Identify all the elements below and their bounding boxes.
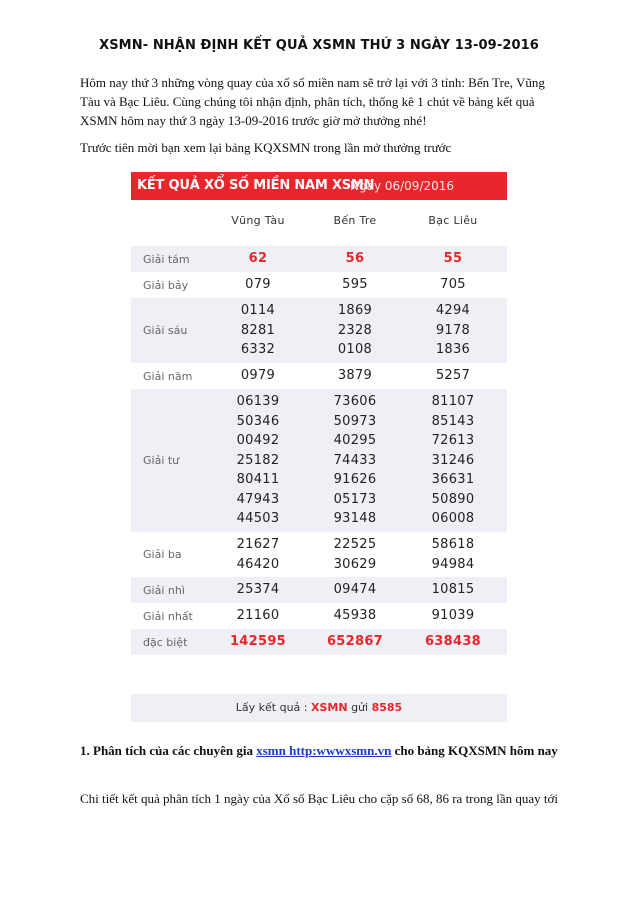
table-header-date: Ngày 06/09/2016: [350, 179, 455, 193]
prize-row: [131, 298, 507, 365]
prize-number: 62: [248, 251, 268, 267]
prize-number: 22525: [333, 537, 377, 552]
prize-number: 142595: [229, 634, 287, 650]
lottery-results-table: [131, 172, 507, 722]
prize-label: Giải tám: [143, 252, 190, 266]
prize-number: 705: [440, 277, 466, 293]
prize-number: 55: [443, 251, 463, 267]
prize-number: 4294: [435, 303, 471, 319]
prize-number: 56: [345, 251, 365, 267]
prize-number: 36631: [431, 472, 475, 488]
closing-paragraph: Chi tiết kết quả phân tích 1 ngày của Xổ số Bạc Liêu cho cặp số 68, 86 ra trong lần quay tới: [80, 791, 559, 806]
section-heading: [80, 742, 560, 760]
prize-label: Giải tư: [143, 454, 180, 467]
prize-number: 94984: [431, 556, 475, 572]
prize-number: 45938: [333, 608, 377, 624]
prize-row: [131, 389, 507, 534]
prize-number: 46420: [236, 556, 280, 572]
province-name: Bạc Liêu: [428, 214, 478, 227]
prize-number: 05173: [333, 491, 377, 507]
prize-number: 0114: [240, 303, 276, 319]
prize-number: 8281: [240, 322, 276, 338]
prize-number: 3879: [337, 368, 373, 384]
prize-number: 44503: [236, 511, 280, 527]
prize-number: 93148: [333, 511, 377, 527]
table-footer: [131, 694, 507, 722]
prize-number: 00492: [236, 433, 280, 449]
footer-mid: gửi: [351, 701, 369, 714]
prize-label: đặc biệt: [143, 635, 188, 649]
prize-label: Giải ba: [143, 548, 182, 561]
footer-number: 8585: [371, 701, 403, 714]
prize-number: 06139: [236, 394, 280, 410]
prize-number: 74433: [333, 452, 377, 468]
table-header-title: KẾT QUẢ XỔ SỐ MIỀN NAM XSMN: [137, 178, 375, 193]
prize-row: [131, 272, 507, 300]
prize-number: 652867: [326, 634, 384, 650]
prize-row: [131, 532, 507, 579]
prize-number: 31246: [431, 452, 475, 468]
prize-label: Giải bảy: [143, 278, 189, 292]
prize-number: 85143: [431, 413, 475, 429]
prize-row: [131, 246, 507, 274]
province-name: Bến Tre: [333, 214, 377, 227]
prize-number: 72613: [431, 433, 475, 449]
prize-label: Giải nhì: [143, 583, 185, 597]
prize-row: [131, 629, 507, 657]
prize-number: 2328: [337, 322, 373, 338]
prize-number: 50890: [431, 491, 475, 507]
prize-label: Giải năm: [143, 369, 193, 383]
prize-label: Giải sáu: [143, 324, 188, 337]
intro-paragraph: Hôm nay thứ 3 những vòng quay của xổ số miền nam sẽ trở lại với 3 tỉnh: Bến Tre, Vũng Tàu và Bạc Liêu. Cùng chúng tôi nhận định, phân tích, thống kê 1 chút về bảng kết quả XSMN hôm nay thứ 3 ngày 13-09-2016 trước giờ mở thưởng nhé!: [80, 75, 545, 128]
prize-number: 10815: [431, 582, 475, 598]
prize-number: 25374: [236, 582, 280, 598]
prize-number: 1869: [337, 303, 373, 319]
table-header-banner: [131, 172, 507, 200]
prize-number: 30629: [333, 556, 377, 572]
prize-number: 1836: [435, 342, 471, 358]
section-heading-prefix: 1. Phân tích của các chuyên gia: [80, 743, 253, 758]
prize-number: 25182: [236, 452, 280, 468]
page-title: XSMN- NHẬN ĐỊNH KẾT QUẢ XSMN THỨ 3 NGÀY 13-09-2016: [99, 38, 539, 53]
prize-label: Giải nhất: [143, 609, 193, 623]
prize-number: 0979: [240, 368, 276, 384]
prize-number: 50973: [333, 413, 377, 429]
prize-number: 06008: [431, 511, 475, 527]
prize-number: 73606: [333, 394, 377, 410]
province-name: Vũng Tàu: [231, 214, 285, 227]
footer-code: XSMN: [311, 701, 348, 714]
prize-number: 079: [245, 277, 271, 293]
section-heading-suffix: cho bảng KQXSMN hôm nay: [394, 743, 558, 758]
prize-number: 40295: [333, 433, 377, 449]
prize-number: 91039: [431, 608, 475, 624]
prize-row: [131, 603, 507, 631]
prize-number: 595: [342, 277, 368, 293]
prize-row: [131, 577, 507, 605]
prize-number: 9178: [435, 322, 471, 338]
footer-prefix: Lấy kết quả :: [235, 701, 308, 714]
prize-number: 50346: [236, 413, 280, 429]
lead-paragraph: Trước tiên mời bạn xem lại bảng KQXSMN trong lần mở thưởng trước: [80, 140, 452, 155]
province-header-row: [131, 200, 507, 248]
prize-number: 47943: [236, 491, 280, 507]
prize-number: 0108: [337, 342, 373, 358]
prize-number: 81107: [431, 394, 475, 410]
prize-number: 638438: [424, 634, 482, 650]
section-link[interactable]: xsmn http:wwwxsmn.vn: [256, 743, 392, 758]
prize-number: 09474: [333, 582, 377, 598]
prize-number: 21160: [236, 608, 280, 624]
prize-number: 21627: [236, 537, 280, 552]
prize-number: 80411: [236, 472, 280, 488]
prize-number: 58618: [431, 537, 475, 552]
prize-number: 5257: [435, 368, 471, 384]
prize-number: 91626: [333, 472, 377, 488]
prize-row: [131, 363, 507, 391]
prize-number: 6332: [240, 342, 276, 358]
